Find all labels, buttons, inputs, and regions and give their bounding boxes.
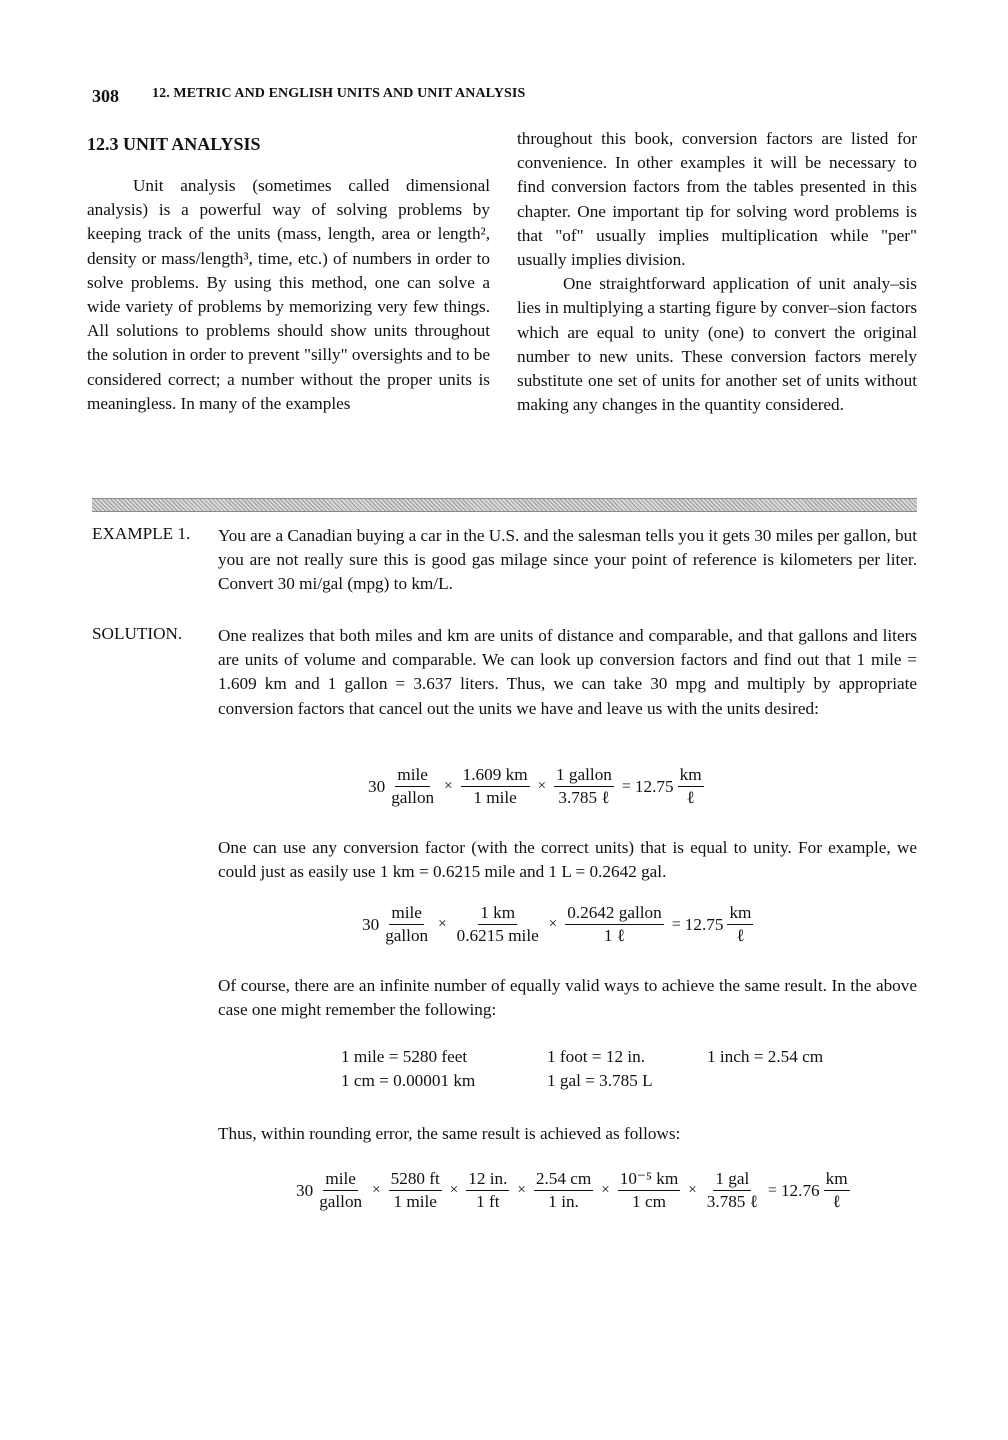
eq3-result: 12.76 [780,1180,820,1200]
eq3-fraction-4 [534,1168,593,1213]
eq1-times-1: × [444,778,453,794]
solution-intro: One realizes that both miles and km are units of distance and comparable, and that gallons and liters are units of volume and comparable. We can look up conversion factors and find out that 1 mile = 1.609 km and 1 gallon = 3.637 liters. Thus, we can take 30 mpg and multiply by appropriate conversion factors that cancel out the units we have and leave us with the units desired: [218,626,917,718]
eq3-f2-numerator: 5280 ft [389,1168,442,1191]
eq3-lead: 30 [296,1180,314,1200]
eq3-fraction-2 [389,1168,442,1213]
eq2-times-1: × [438,916,447,932]
eq1-lead: 30 [368,776,386,796]
eq3-f5-numerator: 10⁻⁵ km [618,1168,681,1191]
eq2-f2-numerator: 1 km [478,902,517,925]
section-divider [92,498,917,512]
left-paragraph: Unit analysis (sometimes called dimensional analysis) is a powerful way of solving problems by keeping track of the units (mass, length, area or length², density or mass/length³, time, etc.) of numbers in order to solve problems. By using this method, one can solve a wide variety of problems by memorizing very few things. All solutions to problems should show units throughout the solution in order to prevent "silly" oversights and to be considered correct; a number without the proper units is meaningless. In many of the examples [87,176,490,413]
eq3-f6-denominator: 3.785 ℓ [706,1192,758,1211]
eq2-f2-denominator: 0.6215 mile [456,926,539,945]
eq1-result-unit [678,764,704,809]
eq2-f1-numerator: mile [389,902,424,925]
equation-1 [368,764,708,809]
solution-para-2: One can use any conversion factor (with the correct units) that is equal to unity. For example, we could just as easily use 1 km = 0.6215 mile and 1 L = 0.2642 gal. [218,838,917,882]
eq1-f2-numerator: 1.609 km [461,764,530,787]
eq3-result-unit [824,1168,850,1213]
eq1-result-denominator: ℓ [686,788,695,807]
eq1-f3-numerator: 1 gallon [554,764,614,787]
right-column [517,127,917,417]
eq2-result-unit [727,902,753,947]
eq1-equals: = [621,777,631,795]
eq3-times-4: × [601,1182,610,1198]
eq3-times-1: × [372,1182,381,1198]
equation-3 [296,1168,854,1213]
eq1-f1-denominator: gallon [391,788,435,807]
eq2-f3-numerator: 0.2642 gallon [565,902,664,925]
eq3-f3-numerator: 12 in. [466,1168,509,1191]
eq2-result-denominator: ℓ [736,926,745,945]
equation-2 [362,902,757,947]
conversion-item: 1 mile = 5280 feet [341,1047,468,1066]
eq3-fraction-3 [466,1168,509,1213]
eq3-f6-numerator: 1 gal [713,1168,751,1191]
eq3-f3-denominator: 1 ft [476,1192,500,1211]
eq2-fraction-1 [383,902,430,947]
page-number: 308 [92,86,119,106]
eq2-fraction-3 [565,902,664,947]
eq3-fraction-1 [317,1168,364,1213]
eq1-fraction-1 [389,764,436,809]
eq1-result-numerator: km [678,764,704,787]
eq2-fraction-2 [455,902,541,947]
eq2-equals: = [671,915,681,933]
example-text-block [218,524,917,597]
eq3-f5-denominator: 1 cm [632,1192,666,1211]
solution-intro-block [218,624,917,721]
eq1-f2-denominator: 1 mile [473,788,517,807]
solution-para-2-block [218,836,917,884]
right-paragraph-2: One straightforward application of unit analy–sis lies in multiplying a starting figure by conver–sion factors which are equal to unity (one) to convert the original number to new units. These conversion factors merely substitute one set of units for another set of units without making any changes in the quantity considered. [517,274,918,415]
eq1-times-2: × [537,778,547,794]
eq3-times-3: × [517,1182,526,1198]
solution-para-3-block [218,974,917,1022]
eq2-f3-denominator: 1 ℓ [603,926,626,945]
eq3-f4-numerator: 2.54 cm [534,1168,593,1191]
eq3-f1-denominator: gallon [319,1192,363,1211]
eq3-times-2: × [449,1182,459,1198]
eq2-result: 12.75 [684,914,724,934]
eq1-fraction-2 [461,764,530,809]
conversion-item: 1 cm = 0.00001 km [341,1071,476,1090]
eq3-f4-denominator: 1 in. [548,1192,579,1211]
example-text: You are a Canadian buying a car in the U.S. and the salesman tells you it gets 30 miles per gallon, but you are not really sure this is good gas milage since your point of reference is kilometers per liter. Convert 30 mi/gal (mpg) to km/L. [218,526,917,594]
eq3-fraction-6 [705,1168,760,1213]
eq3-f2-denominator: 1 mile [393,1192,437,1211]
eq2-f1-denominator: gallon [385,926,429,945]
left-column [87,132,490,416]
eq2-result-numerator: km [727,902,753,925]
eq2-times-2: × [548,916,558,932]
eq3-result-denominator: ℓ [832,1192,841,1211]
example-label: EXAMPLE 1. [92,524,191,543]
eq3-f1-numerator: mile [323,1168,358,1191]
conversion-item: 1 gal = 3.785 L [547,1071,653,1090]
solution-label: SOLUTION. [92,624,183,643]
conversion-item: 1 inch = 2.54 cm [707,1047,824,1066]
solution-para-4-block [218,1122,917,1146]
eq1-result: 12.75 [634,776,674,796]
running-title: 12. METRIC AND ENGLISH UNITS AND UNIT ANALYSIS [152,86,526,101]
right-paragraph-1: throughout this book, conversion factors are listed for convenience. In other examples it will be necessary to find conversion factors from the tables presented in this chapter. One important tip for solving word problems is that "of" usually implies multiplication while "per" usually implies division. [517,129,917,270]
eq1-fraction-3 [554,764,614,809]
eq3-equals: = [767,1181,777,1199]
eq1-f1-numerator: mile [395,764,430,787]
eq1-f3-denominator: 3.785 ℓ [558,788,610,807]
eq2-lead: 30 [362,914,380,934]
solution-para-3: Of course, there are an infinite number of equally valid ways to achieve the same result. In the above case one might remember the following: [218,976,917,1020]
section-heading: 12.3 UNIT ANALYSIS [87,134,261,154]
solution-para-4: Thus, within rounding error, the same result is achieved as follows: [218,1124,681,1143]
eq3-fraction-5 [618,1168,681,1213]
eq3-result-numerator: km [824,1168,850,1191]
eq3-times-5: × [688,1182,697,1198]
conversion-item: 1 foot = 12 in. [547,1047,646,1066]
